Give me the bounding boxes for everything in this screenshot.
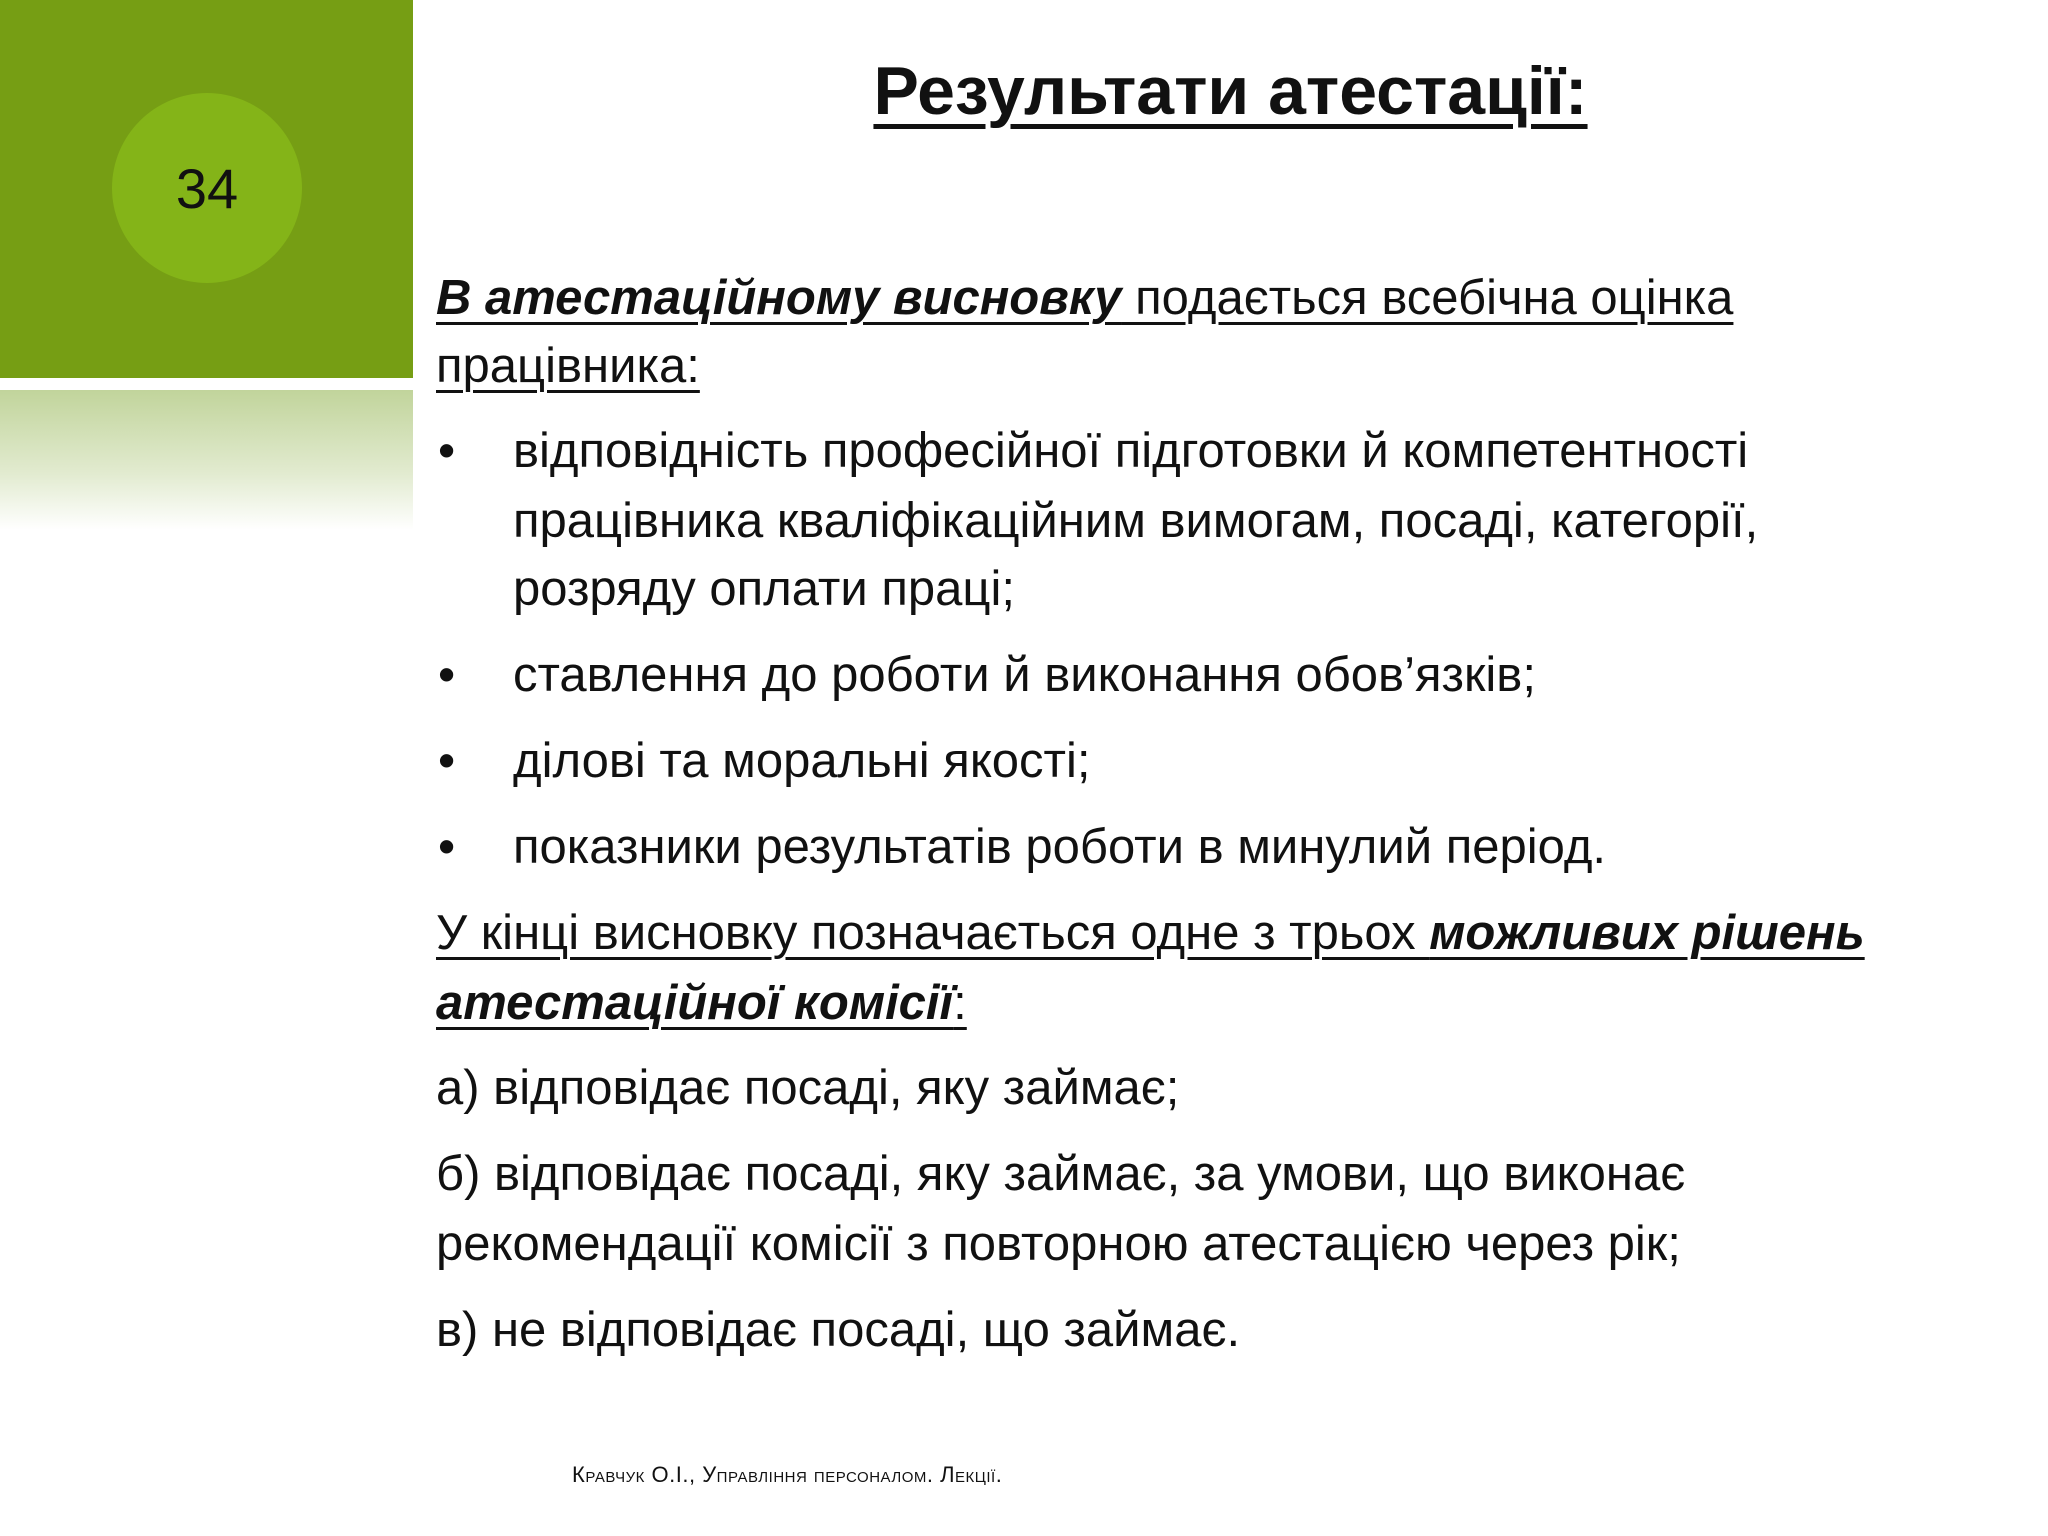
intro-bold: В атестаційному висновку [436, 271, 1122, 325]
conclusion-bold-2: атестаційної комісії [436, 976, 954, 1030]
slide-number: 34 [175, 156, 239, 220]
conclusion-plain: У кінці висновку позначається одне з трьох [436, 906, 1430, 960]
footer-citation: Кравчук О.І., Управління персоналом. Лекції. [572, 1462, 1003, 1487]
bullet-4: показники результатів роботи в минулий період. [513, 820, 1607, 874]
intro-rest: подається всебічна оцінка [1121, 271, 1734, 325]
bullet-1-line-1: відповідність професійної підготовки й компетентності [513, 424, 1749, 478]
option-b-line-2: рекомендації комісії з повторною атестацією через рік; [436, 1217, 1681, 1271]
bullet-icon: • [438, 648, 456, 702]
option-a: а) відповідає посаді, яку займає; [436, 1061, 1180, 1115]
option-b-line-1: б) відповідає посаді, яку займає, за умови, що виконає [436, 1147, 1686, 1201]
conclusion-line-2 [436, 973, 967, 1033]
bullet-icon: • [438, 424, 456, 478]
bullet-2: ставлення до роботи й виконання обов’язків; [513, 648, 1536, 702]
conclusion-bold: можливих рішень [1429, 906, 1865, 960]
intro-line-2: працівника: [436, 339, 700, 393]
gradient-band [0, 390, 413, 530]
intro-line-1 [436, 268, 1733, 328]
slide-title-text: Результати атестації: [873, 53, 1588, 129]
bullet-3: ділові та моральні якості; [513, 734, 1091, 788]
bullet-icon: • [438, 734, 456, 788]
bullet-1-line-3: розряду оплати праці; [513, 562, 1015, 616]
slide-title [413, 52, 2048, 130]
conclusion-colon: : [953, 976, 967, 1030]
option-c: в) не відповідає посаді, що займає. [436, 1303, 1241, 1357]
conclusion-line-1 [436, 903, 1865, 963]
bullet-1-line-2: працівника кваліфікаційним вимогам, посаді, категорії, [513, 494, 1759, 548]
bullet-icon: • [438, 820, 456, 874]
slide-number-badge [112, 93, 302, 283]
